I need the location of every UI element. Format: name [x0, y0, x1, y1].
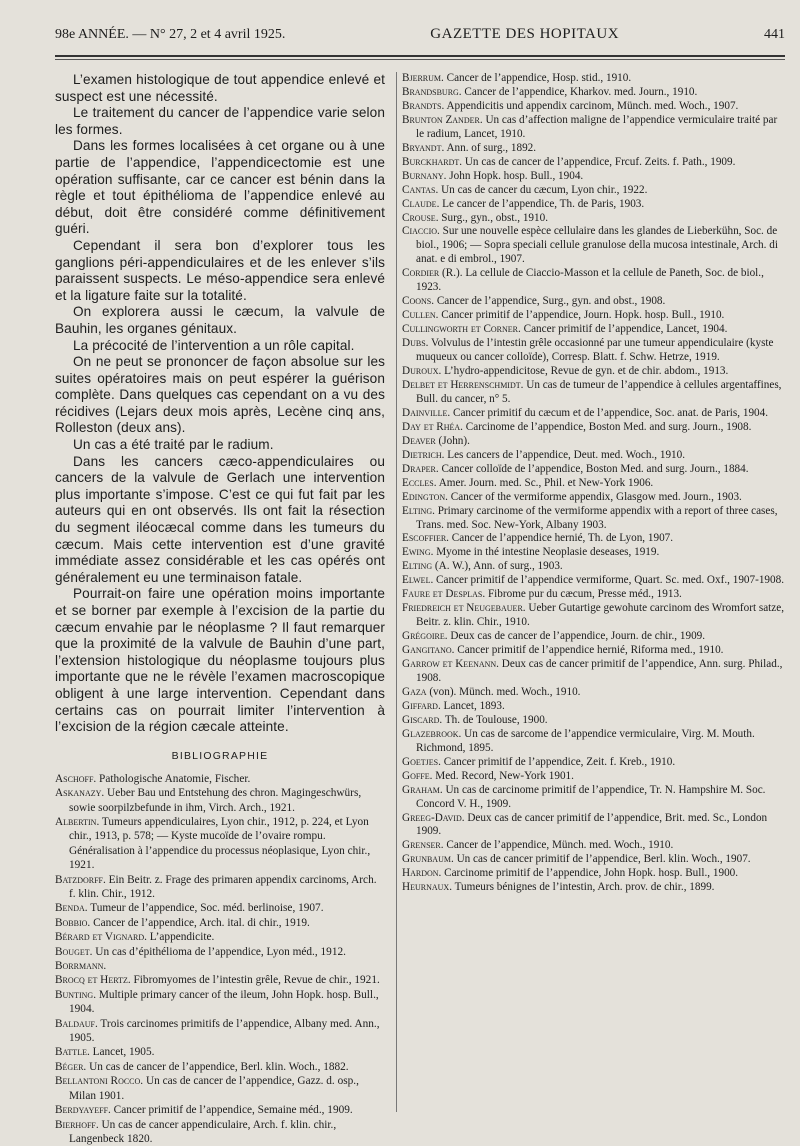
body-paragraph: Cependant il sera bon d’explorer tous les ganglions péri-appendiculaires et de les enlever s’ils paraissent suspects. Le méso-appendice sera enlevé et la ligature faite sur la totalité. — [55, 238, 385, 304]
bibliography-reference: Un cas de cancer du cæcum, Lyon chir., 1922. — [438, 184, 647, 196]
bibliography-author: Draper. — [402, 463, 439, 475]
bibliography-author: Dietrich. — [402, 449, 444, 461]
bibliography-entry — [402, 644, 787, 658]
bibliography-author: Garrow et Keenann. — [402, 658, 499, 670]
bibliography-entry — [55, 1060, 385, 1074]
bibliography-entry — [402, 267, 787, 295]
bibliography-entry — [402, 337, 787, 365]
bibliography-reference: Un cas d’épithélioma de l’appendice, Lyon méd., 1912. — [92, 946, 345, 958]
bibliography-reference: Ueber Bau und Entstehung des chron. Magingeschwürs, sowie soorpilzbefunde in ihm, Virch. Arch., 1921. — [69, 787, 361, 813]
bibliography-reference: Amer. Journ. med. Sc., Phil. et New-York 1906. — [437, 477, 654, 489]
bibliography-author: Askanazy. — [55, 787, 104, 799]
bibliography-reference: Surg., gyn., obst., 1910. — [439, 212, 549, 224]
bibliography-entry — [402, 295, 787, 309]
bibliography-entry — [55, 815, 385, 873]
bibliography-entry — [402, 184, 787, 198]
bibliography-reference: Carcinome primitif de l’appendice, John Hopk. hosp. Bull., 1900. — [441, 867, 738, 879]
bibliography-author: Delbet et Herrenschmidt. — [402, 379, 523, 391]
bibliography-entry — [402, 421, 787, 435]
bibliography-entry — [402, 784, 787, 812]
bibliography-entry — [55, 1017, 385, 1046]
bibliography-author: Dubs. — [402, 337, 428, 349]
bibliography-author: Ciaccio. — [402, 225, 440, 237]
body-paragraph: Dans les cancers cæco-appendiculaires ou cancers de la valvule de Gerlach une intervention plus importante s’impose. C’est ce qui fut fait par les auteurs qui en ont observés. Ils ont fait la résection du segment iléocæcal comme dans les tumeurs du cæcum. Mais cette intervention est d’une gravité immédiate assez considérable et les cas opérés ont généralement eu une terminaison fatale. — [55, 454, 385, 587]
bibliography-entry — [402, 867, 787, 881]
bibliography-author: Benda. — [55, 902, 88, 914]
bibliography-reference: Cancer primitif de l’appendice, Zeit. f. Kreb., 1910. — [441, 756, 675, 768]
bibliography-author: Albertin. — [55, 816, 99, 828]
right-column — [402, 72, 787, 1117]
bibliography-author: Bunting. — [55, 989, 96, 1001]
bibliography-entry — [402, 881, 787, 895]
body-paragraph: Dans les formes localisées à cet organe ou à une partie de l’appendice, l’appendicectomie est une opération suffisante, car ce cancer est bénin dans la règle et tout épithélioma de l’appendice enlevé au début, doit être considéré comme définitivement guéri. — [55, 138, 385, 238]
bibliography-entry — [402, 407, 787, 421]
article-body — [55, 72, 385, 736]
bibliography-reference: Un cas de cancer appendiculaire, Arch. f. klin. chir., Langenbeck 1820. — [69, 1119, 336, 1145]
bibliography-author: Brunton Zander. — [402, 114, 483, 126]
bibliography-author: Goffe. — [402, 770, 432, 782]
bibliography-reference: L’appendicite. — [147, 931, 214, 943]
bibliography-author: Bjerrum. — [402, 72, 444, 84]
bibliography-reference: Deux cas de cancer primitif de l’appendice, Ann. surg. Philad., 1908. — [416, 658, 782, 684]
bibliography-reference: Tumeurs bénignes de l’intestin, Arch. prov. de chir., 1899. — [452, 881, 714, 893]
body-paragraph: L’examen histologique de tout appendice enlevé et suspect est une nécessité. — [55, 72, 385, 105]
bibliography-author: Edington. — [402, 491, 448, 503]
bibliography-reference: Cancer primitif de l’appendice, Journ. Hopk. hosp. Bull., 1910. — [438, 309, 724, 321]
bibliography-reference: Fibrome pur du cæcum, Presse méd., 1913. — [485, 588, 682, 600]
bibliography-entry — [55, 916, 385, 930]
bibliography-author: Brocq et Hertz. — [55, 974, 131, 986]
bibliography-reference: Cancer de l’appendice, Arch. ital. di chir., 1919. — [90, 917, 310, 929]
bibliography-author: Crouse. — [402, 212, 439, 224]
bibliography-reference: Myome in thé intestine Neoplasie deseases, 1919. — [433, 546, 659, 558]
bibliography-entry — [55, 772, 385, 786]
bibliography-entry — [55, 988, 385, 1017]
bibliography-author: Graham. — [402, 784, 443, 796]
bibliography-reference: Volvulus de l’intestin grêle occasionné par une tumeur appendiculaire (kyste muqueux ou cancer colloïde), Corresp. Blatt. f. Schw. Hetrze, 1919. — [416, 337, 774, 363]
bibliography-entry — [402, 225, 787, 267]
bibliography-reference: Le cancer de l’appendice, Th. de Paris, 1903. — [439, 198, 644, 210]
bibliography-author: Duroux. — [402, 365, 441, 377]
bibliography-entry — [402, 728, 787, 756]
bibliography-reference: Cancer de l’appendice, Kharkov. med. Journ., 1910. — [462, 86, 698, 98]
body-paragraph: Pourrait-on faire une opération moins importante et se borner par exemple à l’excision de la partie du cæcum envahie par le néoplasme ? Il faut remarquer que la proximité de la valvule de Bauhin d’une part, l’extension histologique du néoplasme toujours plus importante que ne le révèle l’examen macroscopique obligent à une large intervention. Cependant dans certains cas on pourrait limiter l’intervention à l’excision de la région cæcale atteinte. — [55, 586, 385, 735]
bibliography-entry — [402, 86, 787, 100]
bibliography-entry — [55, 873, 385, 902]
bibliography-entry — [402, 449, 787, 463]
bibliography-entry — [402, 630, 787, 644]
bibliography-author: Goetjes. — [402, 756, 441, 768]
bibliography-author: Giscard. — [402, 714, 442, 726]
bibliography-reference: Un cas de cancer de l’appendice, Gazz. d. osp., Milan 1901. — [69, 1075, 359, 1101]
bibliography-author: Gaza — [402, 686, 427, 698]
bibliography-author: Elting — [402, 560, 432, 572]
bibliography-author: Faure et Desplas. — [402, 588, 485, 600]
bibliography-entry — [402, 686, 787, 700]
bibliography-reference: (von). Münch. med. Woch., 1910. — [427, 686, 581, 698]
bibliography-author: Bérard et Vignard. — [55, 931, 147, 943]
bibliography-reference: Ann. of surg., 1892. — [444, 142, 536, 154]
body-paragraph: La précocité de l’intervention a un rôle capital. — [55, 338, 385, 355]
bibliography-author: Cullingworth et Corner. — [402, 323, 521, 335]
bibliography-entry — [402, 365, 787, 379]
bibliography-reference: John Hopk. hosp. Bull., 1904. — [446, 170, 583, 182]
bibliography-author: Borrmann. — [55, 960, 106, 972]
bibliography-author: Bryandt. — [402, 142, 444, 154]
bibliography-author: Coons. — [402, 295, 434, 307]
bibliography-reference: Med. Record, New-York 1901. — [432, 770, 574, 782]
bibliography-entry — [55, 901, 385, 915]
bibliography-author: Day et Rhéa. — [402, 421, 463, 433]
bibliography-reference: Un cas de cancer de l’appendice, Berl. klin. Woch., 1882. — [86, 1061, 348, 1073]
bibliography-author: Grégoire. — [402, 630, 448, 642]
bibliography-entry — [402, 477, 787, 491]
bibliography-reference: Un cas de cancer primitif de l’appendice, Berl. klin. Woch., 1907. — [454, 853, 751, 865]
bibliography-author: Grunbaum. — [402, 853, 454, 865]
bibliography-author: Claude. — [402, 198, 439, 210]
page-number: 441 — [764, 27, 785, 43]
bibliography-author: Berdyayeff. — [55, 1104, 111, 1116]
bibliography-reference: Cancer primitif de l’appendice vermiforme, Quart. Sc. med. Oxf., 1907-1908. — [433, 574, 784, 586]
bibliography-author: Batzdorff. — [55, 874, 106, 886]
bibliography-author: Bierhoff. — [55, 1119, 99, 1131]
bibliography-entry — [55, 959, 385, 973]
bibliography-entry — [55, 945, 385, 959]
bibliography-entry — [55, 1103, 385, 1117]
bibliography-author: Escoffier. — [402, 532, 449, 544]
bibliography-reference: Deux cas de cancer primitif de l’appendice, Brit. med. Sc., London 1909. — [416, 812, 767, 838]
bibliography-entry — [402, 812, 787, 840]
bibliography-entry — [402, 323, 787, 337]
bibliography-reference: La cellule de Ciaccio-Masson et la cellule de Paneth, Soc. de biol., 1923. — [416, 267, 764, 293]
bibliography-author: Friedreich et Neugebauer. — [402, 602, 526, 614]
bibliography-reference: Ein Beitr. z. Frage des primaren appendix carcinoms, Arch. f. klin. Chir., 1912. — [69, 874, 377, 900]
bibliography-entry — [402, 602, 787, 630]
bibliography-entry — [402, 714, 787, 728]
bibliography-author: Hardon. — [402, 867, 441, 879]
bibliography-author: Grenser. — [402, 839, 444, 851]
bibliography-entry — [402, 309, 787, 323]
bibliography-reference: Cancer primitif du cæcum et de l’appendice, Soc. anat. de Paris, 1904. — [450, 407, 768, 419]
bibliography-reference: Cancer primitif de l’appendice hernié, Riforma med., 1910. — [454, 644, 723, 656]
bibliography-reference: Un cas d’affection maligne de l’appendice vermiculaire traité par le radium, Lancet, 1910. — [416, 114, 777, 140]
bibliography-reference: Sur une nouvelle espèce cellulaire dans les glandes de Lieberkühn, Soc. de biol., 1906; — Sopra speciali cellule granulose della mucosa intestinale, Arch. di anat. e di embrol., 1907. — [416, 225, 778, 265]
bibliography-reference: Cancer of the vermiforme appendix, Glasgow med. Journ., 1903. — [448, 491, 742, 503]
bibliography-entry — [402, 72, 787, 86]
bibliography-author: Cullen. — [402, 309, 438, 321]
bibliography-reference: Carcinome de l’appendice, Boston Med. and surg. Journ., 1908. — [463, 421, 751, 433]
bibliography-reference: Un cas de sarcome de l’appendice vermiculaire, Virg. M. Mouth. Richmond, 1895. — [416, 728, 755, 754]
bibliography-entry — [402, 756, 787, 770]
bibliography-author: Cantas. — [402, 184, 438, 196]
bibliography-author: Bobbio. — [55, 917, 90, 929]
bibliography-entry — [402, 114, 787, 142]
bibliography-entry — [55, 1118, 385, 1146]
bibliography-author: Giffard. — [402, 700, 441, 712]
bibliography-entry — [55, 1074, 385, 1103]
bibliography-entry — [402, 658, 787, 686]
bibliography-entry — [55, 1045, 385, 1059]
bibliography-reference: Trois carcinomes primitifs de l’appendice, Albany med. Ann., 1905. — [69, 1018, 380, 1044]
bibliography-reference: Tumeur de l’appendice, Soc. méd. berlinoise, 1907. — [88, 902, 324, 914]
bibliography-entry — [402, 700, 787, 714]
bibliography-author: Gangitano. — [402, 644, 454, 656]
bibliography-entry — [402, 532, 787, 546]
bibliography-list-right — [402, 72, 787, 895]
bibliography-entry — [402, 546, 787, 560]
bibliography-reference: Lancet, 1905. — [90, 1046, 155, 1058]
bibliography-reference: Fibromyomes de l’intestin grêle, Revue de chir., 1921. — [131, 974, 380, 986]
bibliography-author: Heurnaux. — [402, 881, 452, 893]
bibliography-author: Baldauf. — [55, 1018, 98, 1030]
bibliography-reference: Ueber Gutartige gewohute carcinom des Wromfort satze, Beitr. z. klin. Chir., 1910. — [416, 602, 784, 628]
bibliography-reference: Primary carcinome of the vermiforme appendix with a report of three cases, Trans. med. Soc. New-York, Albany 1903. — [416, 505, 778, 531]
bibliography-entry — [402, 491, 787, 505]
bibliography-author: Cordier (R.). — [402, 267, 463, 279]
bibliography-reference: Cancer de l’appendice, Hosp. stid., 1910. — [444, 72, 631, 84]
bibliography-author: Burnany. — [402, 170, 446, 182]
bibliography-entry — [402, 379, 787, 407]
issue-info: 98e ANNÉE. — N° 27, 2 et 4 avril 1925. — [55, 27, 285, 43]
header-rule-thin — [55, 59, 785, 60]
bibliography-author: Deaver — [402, 435, 436, 447]
bibliography-author: Aschoff. — [55, 773, 96, 785]
bibliography-author: Elwel. — [402, 574, 433, 586]
bibliography-reference: Cancer colloïde de l’appendice, Boston Med. and surg. Journ., 1884. — [439, 463, 749, 475]
bibliography-entry — [55, 786, 385, 815]
bibliography-entry — [402, 770, 787, 784]
bibliography-author: Greeg-David. — [402, 812, 465, 824]
bibliography-entry — [402, 198, 787, 212]
bibliography-author: Burckhardt. — [402, 156, 462, 168]
bibliography-reference: Tumeurs appendiculaires, Lyon chir., 1912, p. 224, et Lyon chir., 1913, p. 578; — Kyste mucoïde de l’ovaire rompu. Généralisation à l’appendice du processus néoplasique, Lyon chir., 1921. — [69, 816, 370, 871]
bibliography-reference: Cancer de l’appendice, Surg., gyn. and obst., 1908. — [434, 295, 665, 307]
bibliography-reference: Cancer primitif de l’appendice, Lancet, 1904. — [521, 323, 728, 335]
bibliography-reference: (John). — [436, 435, 470, 447]
bibliography-author: Bouget. — [55, 946, 92, 958]
bibliography-entry — [55, 973, 385, 987]
bibliography-author: Dainville. — [402, 407, 450, 419]
bibliography-author: Elting. — [402, 505, 435, 517]
bibliography-reference: Cancer primitif de l’appendice, Semaine méd., 1909. — [111, 1104, 353, 1116]
bibliography-entry — [402, 853, 787, 867]
bibliography-reference: Cancer de l’appendice, Münch. med. Woch., 1910. — [444, 839, 674, 851]
body-paragraph: On explorera aussi le cæcum, la valvule de Bauhin, les organes génitaux. — [55, 304, 385, 337]
bibliography-reference: L’hydro-appendicitose, Revue de gyn. et de chir. abdom., 1913. — [441, 365, 728, 377]
bibliography-reference: Les cancers de l’appendice, Deut. med. Woch., 1910. — [444, 449, 685, 461]
bibliography-reference: Un cas de carcinome primitif de l’appendice, Tr. N. Hampshire M. Soc. Concord V. H., 1909. — [416, 784, 765, 810]
bibliography-author: Glazebrook. — [402, 728, 461, 740]
bibliography-reference: Un cas de cancer de l’appendice, Frcuf. Zeits. f. Path., 1909. — [462, 156, 735, 168]
bibliography-entry — [402, 839, 787, 853]
bibliography-reference: (A. W.), Ann. of surg., 1903. — [432, 560, 563, 572]
bibliography-entry — [402, 212, 787, 226]
bibliography-reference: Deux cas de cancer de l’appendice, Journ. de chir., 1909. — [448, 630, 706, 642]
bibliography-entry — [402, 156, 787, 170]
header-rule — [55, 55, 785, 57]
bibliography-author: Brandts. — [402, 100, 444, 112]
body-paragraph: On ne peut se prononcer de façon absolue sur les suites opératoires mais on peut espérer la guérison complète. Dans quelques cas cependant on a vu des récidives (Lejars deux mois après, Lecène cinq ans, Rolleston (deux ans). — [55, 354, 385, 437]
bibliography-reference: Cancer de l’appendice hernié, Th. de Lyon, 1907. — [449, 532, 673, 544]
bibliography-entry — [402, 574, 787, 588]
body-paragraph: Un cas a été traité par le radium. — [55, 437, 385, 454]
bibliography-entry — [55, 930, 385, 944]
bibliography-entry — [402, 463, 787, 477]
bibliography-entry — [402, 588, 787, 602]
page-header — [55, 26, 785, 48]
bibliography-entry — [402, 505, 787, 533]
bibliography-reference: Th. de Toulouse, 1900. — [442, 714, 547, 726]
column-divider — [396, 72, 397, 1112]
bibliography-heading: BIBLIOGRAPHIE — [55, 750, 385, 762]
bibliography-reference: Un cas de tumeur de l’appendice à cellules argentaffines, Bull. du cancer, n° 5. — [416, 379, 781, 405]
bibliography-author: Eccles. — [402, 477, 437, 489]
bibliography-entry — [402, 100, 787, 114]
body-paragraph: Le traitement du cancer de l’appendice varie selon les formes. — [55, 105, 385, 138]
bibliography-entry — [402, 142, 787, 156]
bibliography-entry — [402, 170, 787, 184]
bibliography-author: Ewing. — [402, 546, 433, 558]
bibliography-author: Bellantoni Rocco. — [55, 1075, 143, 1087]
bibliography-list-left — [55, 772, 385, 1146]
bibliography-reference: Lancet, 1893. — [441, 700, 505, 712]
left-column — [55, 72, 385, 1117]
bibliography-author: Brandsburg. — [402, 86, 462, 98]
bibliography-author: Béger. — [55, 1061, 86, 1073]
journal-title: GAZETTE DES HOPITAUX — [430, 26, 619, 43]
bibliography-entry — [402, 560, 787, 574]
bibliography-entry — [402, 435, 787, 449]
bibliography-reference: Appendicitis und appendix carcinom, Münch. med. Woch., 1907. — [444, 100, 738, 112]
bibliography-author: Battle. — [55, 1046, 90, 1058]
bibliography-reference: Multiple primary cancer of the ileum, John Hopk. hosp. Bull., 1904. — [69, 989, 379, 1015]
bibliography-reference: Pathologische Anatomie, Fischer. — [96, 773, 250, 785]
